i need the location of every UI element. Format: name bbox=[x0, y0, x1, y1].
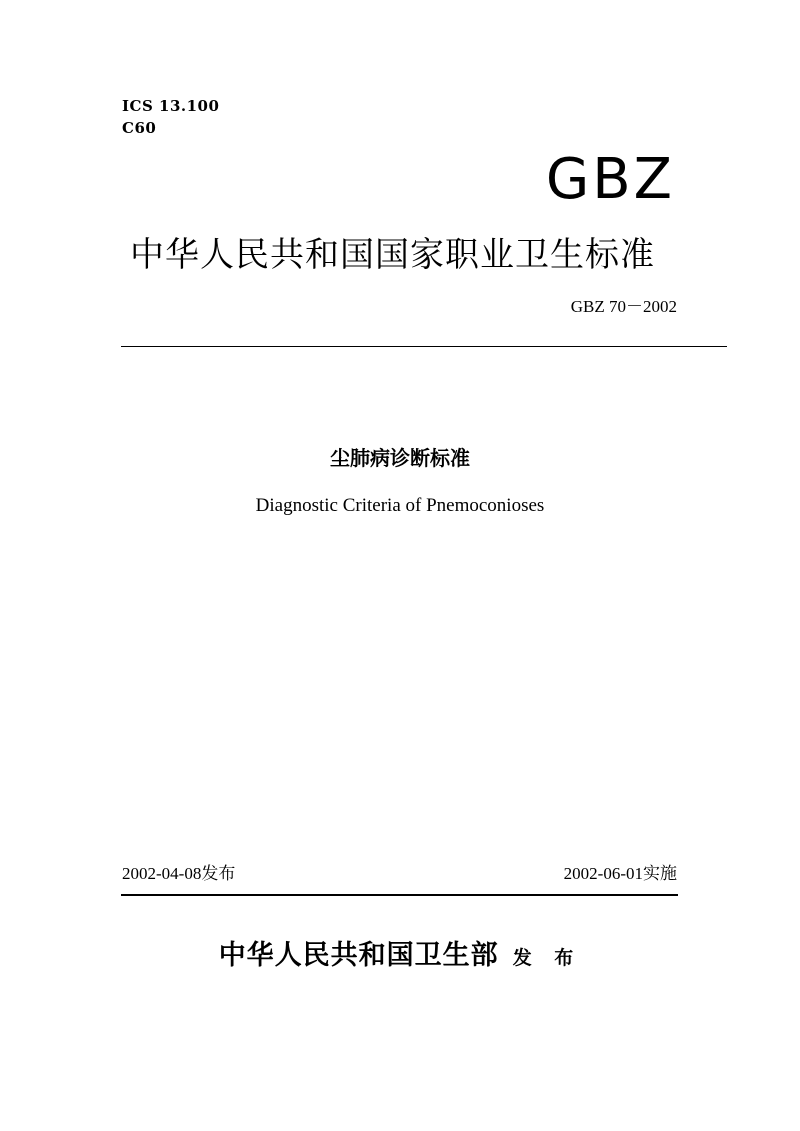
ics-code: ICS 13.100 bbox=[122, 97, 220, 115]
publish-verb: 发 布 bbox=[512, 947, 582, 969]
issue-date: 2002-04-08发布 bbox=[122, 864, 236, 883]
standard-number: GBZ 70－2002 bbox=[570, 297, 677, 316]
document-title-chinese: 尘肺病诊断标准 bbox=[330, 446, 470, 470]
document-title-english: Diagnostic Criteria of Pnemoconioses bbox=[255, 495, 545, 516]
publisher-name: 中华人民共和国卫生部 bbox=[218, 940, 499, 971]
bottom-divider bbox=[121, 894, 678, 896]
publisher-line bbox=[0, 938, 800, 976]
standard-category: 中华人民共和国国家职业卫生标准 bbox=[130, 235, 655, 275]
classification-code: C60 bbox=[122, 119, 157, 137]
top-divider bbox=[121, 346, 727, 347]
effective-date: 2002-06-01实施 bbox=[563, 864, 677, 883]
gbz-logo: GBZ bbox=[545, 147, 675, 212]
